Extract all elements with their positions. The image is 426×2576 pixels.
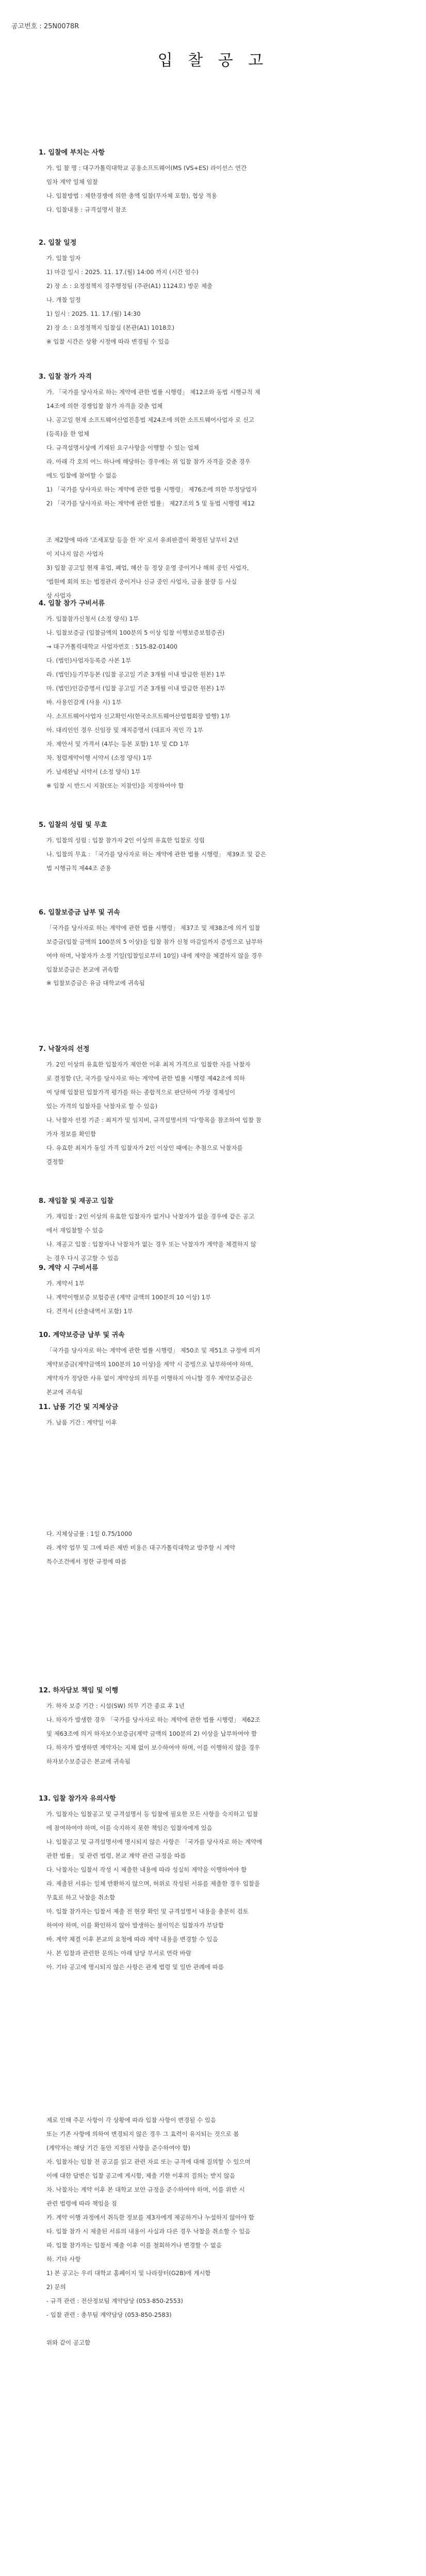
section-line: 아. 대리인인 경우 신임장 및 재직증명서 (대표자 직인 각 1부 [46, 726, 203, 734]
section-line: 나. 입찰보증금 (입찰금액의 100분의 5 이상 입찰 이행보증보험증권) [46, 629, 225, 636]
section-line: 카. 납세완납 서약서 (소정 양식) 1부 [46, 768, 141, 775]
section-line: ※ 입찰 시간은 상황 시정에 따라 변경될 수 있음 [46, 338, 170, 345]
section-line: 3) 입찰 공고일 현재 휴업, 폐업, 해산 등 정상 운영 중이거나 해외 중인 사업자, [46, 564, 249, 571]
section-line: 차. 낙찰자는 계약 이후 본 대학교 보안 규정을 준수하여야 하며, 이를 위반 시 [46, 2186, 245, 2193]
section-line: 바. 사용인감계 (사용 시) 1부 [46, 699, 122, 706]
section-line: 2) 장 소 : 요정정책지 경주행정팀 (주관(A1) 1124호) 방문 제출 [46, 282, 213, 290]
section-line: 2) 장 소 : 요정정책지 입찰실 (본관(A1) 1018호) [46, 324, 175, 331]
section-line: 2) 문의 [46, 2283, 66, 2291]
section-line: 차. 청렴계약이행 서약서 (소정 양식) 1부 [46, 754, 152, 761]
section-line: 입찰보증금은 본교에 귀속함 [46, 966, 119, 973]
section-line: 나. 낙찰자 선정 기준 : 최저가 및 임치비, 규격설명서의 '다'항목을 참조하여 입찰 참 [46, 1116, 261, 1124]
section-line: 「국가를 당사자로 하는 계약에 관한 법률 시행령」 제50조 및 제51조 규정에 의거 [46, 1347, 260, 1354]
section-line: 가. 계약서 1부 [46, 1280, 85, 1287]
section-line: 14조에 의한 경쟁입찰 참가 자격을 갖춘 업체 [46, 402, 163, 410]
section-line: → 대구가톨릭대학교 사업자번호 : 515-82-01400 [46, 643, 178, 650]
section-line: 가. 납품 기간 : 계약일 이후 [46, 1419, 117, 1426]
section-line: 라. 제출된 서류는 일체 반환하지 않으며, 허위로 작성된 서류를 제출한 경우 입찰을 [46, 1880, 260, 1887]
section-title: 4. 입찰 참가 구비서류 [39, 600, 105, 607]
section-line: 1) 「국가를 당사자로 하는 계약에 관한 법률 시행령」 제76조에 의한 부정당업자 [46, 486, 257, 493]
section-line: 마. (법인)인감증명서 (입찰 공고일 기준 3개월 이내 발급한 원본) 1부 [46, 685, 225, 692]
section-line: 임차 계약 일체 임찰 [46, 178, 98, 185]
section-line: 가. 2인 이상의 유효한 입찰자가 제안한 이후 최저 가격으로 입찰한 자를 낙찰자 [46, 1061, 251, 1068]
section-line: 에도 입찰에 참여할 수 없음 [46, 472, 117, 479]
section-line: 나. 재공고 입찰 : 입찰자나 낙찰자가 없는 경우 또는 낙찰자가 계약을 체결하지 않 [46, 1241, 256, 1248]
section-line: 가자 정보를 확인함 [46, 1130, 96, 1138]
section-line: 나. 개찰 일정 [46, 296, 81, 303]
section-line: 다. 입찰내용 : 규격설명서 참조 [46, 206, 127, 213]
section-line: 나. 입찰공고 및 규격설명서에 명시되지 않은 사항은 「국가를 당사자로 하는 계약에 [46, 1838, 263, 1845]
section-line: 라. 계약 업무 및 그에 따른 제반 비용은 대구가톨릭대학교 발주할 시 계약 [46, 1544, 236, 1551]
section-line: 하. 기타 사항 [46, 2256, 81, 2263]
section-line: 나. 입찰방법 : 제한경쟁에 의한 총액 입찰(무자체 포함), 협상 적용 [46, 192, 217, 199]
section-line: 사. 소프트웨어사업자 신고확인서(한국소프트웨어산업협회장 발행) 1부 [46, 713, 231, 720]
section-title: 3. 입찰 참가 자격 [39, 373, 92, 381]
section-line: 하자보수보증금은 본교에 귀속됨 [46, 1758, 130, 1765]
page-title: 입 찰 공 고 [157, 52, 269, 70]
section-line: 이에 대한 답변은 입찰 공고에 게시함, 제출 기한 이후의 질의는 받지 않음 [46, 2172, 236, 2179]
section-line: 로 결정함 (단, 국가를 당사자로 하는 계약에 관한 법률 시행령 제42조에 의하 [46, 1075, 245, 1082]
section-line: 가. 입찰의 성립 : 입찰 참가자 2인 이상의 유효한 입찰로 성립 [46, 837, 205, 844]
section-title: 1. 입찰에 부치는 사항 [39, 149, 105, 157]
section-line: 1) 일시 : 2025. 11. 17.(월) 14:30 [46, 310, 141, 317]
section-title: 8. 재입찰 및 재공고 입찰 [39, 1197, 114, 1205]
section-line: 는 경우 다시 공고할 수 있음 [46, 1255, 119, 1262]
section-line: 자. 제안서 및 가격서 (4부는 등본 포함) 1부 및 CD 1부 [46, 740, 189, 748]
section-line: 관한 법률」 및 관련 법령, 본교 계약 관련 규정을 따름 [46, 1852, 186, 1859]
section-line: '법원에 회의 또는 법정관리 중이거나 신규 중인 사업자, 금융 불량 등 사실 [46, 578, 237, 585]
section-line: 있는 가격의 입찰자를 낙찰자로 할 수 있음) [46, 1103, 158, 1110]
section-line: 상 사업자 [46, 592, 72, 599]
section-line: 다. 하자가 발생하면 계약자는 지체 없이 보수하여야 하며, 이를 이행하지 않을 경우 [46, 1744, 260, 1751]
section-line: 제로 인해 주문 사항이 각 상황에 따라 입찰 사항이 변경될 수 있음 [46, 2116, 217, 2124]
section-line: 가. 「국가를 당사자로 하는 계약에 관한 법률 시행령」 제12조와 동법 시행규칙 제 [46, 388, 260, 396]
section-line: 가. 입 찰 명 : 대구가톨릭대학교 공용소프트웨어(MS (VS+ES) 라이선스 연간 [46, 164, 247, 172]
section-line: - 입찰 관련 : 총무팀 계약담당 (053-850-2583) [46, 2311, 172, 2318]
section-line: 계약보증금(계약금액의 100분의 10 이상)을 계약 시 증빙으로 납부하여야 하며, [46, 1361, 253, 1368]
section-line: 본교에 귀속됨 [46, 1388, 83, 1396]
section-line: 이 지나지 않은 사업자 [46, 550, 104, 557]
section-line: 1) 본 공고는 우리 대학교 홈페이지 및 나라장터(G2B)에 게시함 [46, 2269, 211, 2277]
section-line: - 규격 관련 : 전산정보팀 계약담당 (053-850-2553) [46, 2297, 183, 2304]
section-title: 2. 입찰 일정 [39, 239, 77, 247]
section-title: 9. 계약 시 구비서류 [39, 1264, 99, 1272]
section-title: 12. 하자담보 책임 및 이행 [39, 1687, 119, 1694]
section-line: 또는 기존 사항에 의하여 변경되지 않은 경우 그 효력이 유지되는 것으로 봄 [46, 2130, 239, 2138]
section-line: 아. 기타 공고에 명시되지 않은 사항은 관계 법령 및 일반 관례에 따름 [46, 1963, 224, 1971]
section-line: 무효로 하고 낙찰을 취소함 [46, 1894, 116, 1901]
section-line: 결정함 [46, 1158, 64, 1165]
section-line: 나. 계약이행보증 보험증권 (계약 금액의 100분의 10 이상) 1부 [46, 1294, 211, 1301]
section-line: 다. 규격설명서상에 기재된 요구사항을 이행할 수 있는 업체 [46, 444, 199, 451]
section-line: 가. 하자 보증 기간 : 시설(SW) 의무 기간 종료 후 1년 [46, 1702, 185, 1709]
section-line: 법 시행규칙 제44조 준용 [46, 865, 111, 872]
section-line: 가. 입찰자는 입찰공고 및 규격설명서 등 입찰에 필요한 모든 사항을 숙지하고 입찰 [46, 1810, 258, 1818]
section-title: 6. 입찰보증금 납부 및 귀속 [39, 909, 120, 917]
section-line: 「국가를 당사자로 하는 계약에 관한 법률 시행령」 제37조 및 제38조에 의거 입찰 [46, 924, 260, 931]
section-line: (계약자는 해당 기간 동안 지정된 사항을 준수하여야 함) [46, 2144, 190, 2151]
section-line: 다. 낙찰자는 입찰서 작성 시 제출한 내용에 따라 성실히 계약을 이행하여야 함 [46, 1866, 247, 1873]
section-line: 위와 같이 공고함 [46, 2339, 91, 2346]
section-line: 관련 법령에 따라 책임을 짐 [46, 2200, 117, 2207]
section-line: 보증금(입찰 금액의 100분의 5 이상)을 입찰 참가 신청 마감일까지 증빙으로 납부하 [46, 938, 263, 945]
section-line: 나. 공고일 현재 소프트웨어산업진흥법 제24조에 의한 소프트웨어사업자 로 신고 [46, 416, 255, 423]
section-line: 다. 견적서 (산출내역서 포함) 1부 [46, 1308, 133, 1315]
section-line: 에 참여하여야 하며, 이를 숙지하지 못한 책임은 입찰자에게 있음 [46, 1824, 212, 1832]
section-line: 및 제63조에 의거 하자보수보증금(계약 금액의 100분의 2) 이상을 납부하여야 함 [46, 1730, 257, 1737]
section-line: 마. 입찰 참가자는 입찰서 제출 전 현장 확인 및 규격설명서 내용을 충분히 검토 [46, 1908, 249, 1915]
section-line: 라. (법인)등기부등본 (입찰 공고일 기준 3개월 이내 발급한 원본) 1부 [46, 671, 225, 678]
section-line: 여야 하며, 낙찰자가 소정 기일(입찰일로부터 10일) 내에 계약을 체결하지 않을 경우 [46, 952, 263, 959]
section-line: 나. 하자가 발생한 경우 「국가를 당사자로 하는 계약에 관한 법률 시행령」 제62조 [46, 1716, 260, 1723]
section-line: 바. 계약 체결 이후 본교의 요청에 따라 계약 내용을 변경할 수 있음 [46, 1936, 218, 1943]
section-line: 2) 「국가를 당사자로 하는 계약에 관한 법률」 제27조의 5 및 동법 시행령 제12 [46, 500, 255, 507]
section-line: 특수조건에서 정한 규정에 따름 [46, 1558, 127, 1565]
section-title: 5. 입찰의 성립 및 무효 [39, 821, 107, 829]
section-line: 다. 유효한 최저가 동일 가격 입찰자가 2인 이상인 때에는 추첨으로 낙찰자를 [46, 1144, 243, 1151]
section-line: 1) 마감 일시 : 2025. 11. 17.(월) 14:00 까지 (시간 엄수) [46, 268, 199, 276]
section-line: 하여야 하며, 이를 확인하지 않아 발생하는 불이익은 입찰자가 부담함 [46, 1922, 224, 1929]
section-line: 다. (법인)사업자등록증 사본 1부 [46, 657, 132, 664]
section-line: 여 당해 입찰된 입찰가격 평가를 하는 종합적으로 판단하여 가장 경제성이 [46, 1089, 236, 1096]
section-line: 타. 입찰 참가 시 제출된 서류의 내용이 사실과 다른 경우 낙찰을 취소할 수 있음 [46, 2228, 251, 2235]
section-line: 계약자가 정당한 사유 없이 계약상의 의무를 이행하지 아니할 경우 계약보증금은 [46, 1375, 253, 1382]
section-line: 조 제2항에 따라 '조세포탈 등을 한 자' 로서 유죄판결이 확정된 날부터 2년 [46, 536, 239, 544]
section-line: 가. 입찰참가신청서 (소정 양식) 1부 [46, 615, 139, 622]
section-line: ※ 입찰보증금은 유금 대학교에 귀속됨 [46, 979, 145, 987]
section-line: 라. 아래 각 호의 어느 하나에 해당하는 경우에는 위 입찰 참가 자격을 갖춘 경우 [46, 458, 251, 465]
section-line: 다. 지체상금률 : 1일 0.75/1000 [46, 1530, 132, 1537]
section-title: 10. 계약보증금 납부 및 귀속 [39, 1331, 125, 1339]
section-line: 카. 계약 이행 과정에서 취득한 정보를 제3자에게 제공하거나 누설하지 않아야 함 [46, 2214, 255, 2221]
section-title: 11. 납품 기간 및 지체상금 [39, 1403, 119, 1411]
section-line: 나. 입찰의 무효 : 「국가를 당사자로 하는 계약에 관한 법률 시행령」 제39조 및 같은 [46, 851, 266, 858]
section-line: ※ 입찰 시 반드시 지참(또는 지참인)을 지정하여야 함 [46, 782, 184, 789]
section-title: 13. 입찰 참가자 유의사항 [39, 1795, 116, 1803]
section-line: 가. 재입찰 : 2인 이상의 유효한 입찰자가 없거나 낙찰자가 없을 경우에 같은 공고 [46, 1213, 255, 1220]
section-line: 파. 입찰 참가자는 입찰서 제출 이후 이를 철회하거나 변경할 수 없음 [46, 2242, 222, 2249]
section-line: 자. 입찰자는 입찰 전 공고를 읽고 관련 자료 또는 규격에 대해 질의할 수 있으며 [46, 2158, 251, 2165]
section-line: (등록)을 한 업체 [46, 430, 89, 437]
section-title: 7. 낙찰자의 선정 [39, 1045, 90, 1053]
section-line: 가. 입찰 일자 [46, 255, 81, 262]
section-line: 에서 재입찰할 수 있음 [46, 1227, 104, 1234]
section-line: 사. 본 입찰과 관련한 문의는 아래 담당 부서로 연락 바람 [46, 1950, 191, 1957]
notice-number: 공고번호 : 25N0078R [11, 23, 79, 30]
